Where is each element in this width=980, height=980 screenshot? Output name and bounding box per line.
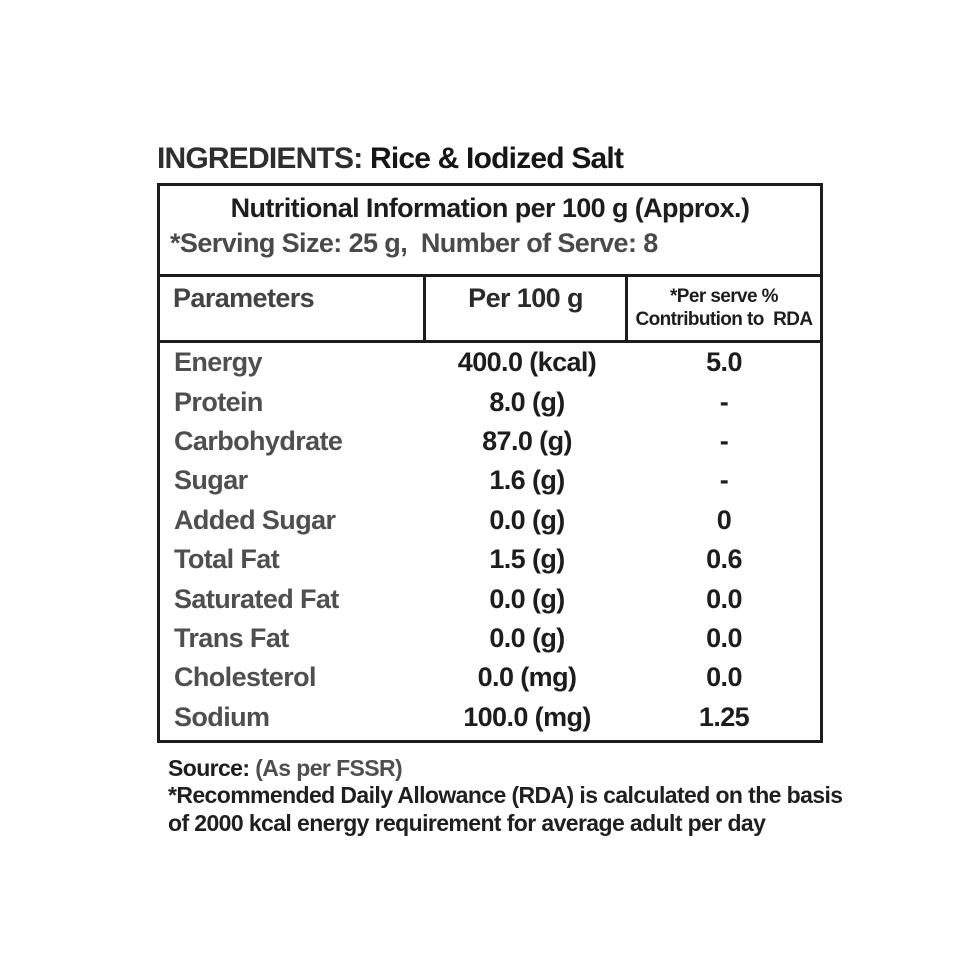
row-per-100g-value: 0.0 (g)	[489, 583, 565, 614]
table-row	[160, 461, 820, 500]
source-label: Source:	[168, 755, 256, 781]
table-row	[160, 343, 820, 382]
column-header-per-100g: Per 100 g	[426, 277, 628, 340]
row-rda-value: 0	[716, 504, 732, 535]
row-per-100g-value: 0.0 (mg)	[477, 662, 577, 693]
row-parameter: Added Sugar	[174, 504, 336, 535]
row-rda-value: 0.6	[706, 544, 742, 575]
row-parameter: Cholesterol	[174, 662, 316, 693]
table-row	[160, 698, 820, 737]
row-rda-value: -	[719, 465, 729, 496]
table-row	[160, 658, 820, 697]
table-row	[160, 579, 820, 618]
row-per-100g-value: 1.5 (g)	[489, 544, 565, 575]
table-header-row	[160, 277, 820, 343]
row-rda-value: -	[719, 386, 729, 417]
row-parameter: Sugar	[174, 465, 248, 496]
nutritional-information-table	[157, 183, 823, 743]
source-value: (As per FSSR)	[255, 755, 403, 781]
row-per-100g-value: 400.0 (kcal)	[457, 347, 597, 378]
table-row	[160, 619, 820, 658]
rda-note-line1: *Recommended Daily Allowance (RDA) is calculated on the basis	[168, 782, 843, 809]
source-line	[168, 756, 842, 781]
row-per-100g-value: 0.0 (g)	[489, 622, 565, 653]
row-per-100g-value: 0.0 (g)	[489, 504, 565, 535]
row-per-100g-value: 1.6 (g)	[489, 465, 565, 496]
table-row	[160, 382, 820, 421]
table-title-section	[160, 186, 820, 277]
row-per-100g-value: 8.0 (g)	[489, 386, 565, 417]
table-row	[160, 422, 820, 461]
row-rda-value: 1.25	[698, 701, 750, 732]
column-header-parameters: Parameters	[160, 277, 426, 340]
row-rda-value: -	[719, 425, 729, 456]
row-rda-value: 0.0	[706, 583, 742, 614]
ingredients-label: INGREDIENTS:	[157, 142, 370, 175]
ingredients-value: Rice & Iodized Salt	[369, 142, 624, 175]
row-parameter: Carbohydrate	[174, 425, 343, 456]
table-title: Nutritional Information per 100 g (Approx.)	[230, 193, 750, 223]
table-row	[160, 501, 820, 540]
column-header-rda-line2: Contribution to RDA	[635, 308, 813, 330]
row-parameter: Energy	[174, 347, 262, 378]
table-row	[160, 540, 820, 579]
table-body	[160, 343, 820, 737]
row-per-100g-value: 87.0 (g)	[482, 425, 572, 456]
row-rda-value: 0.0	[706, 622, 742, 653]
rda-note-line2: of 2000 kcal energy requirement for average adult per day	[168, 809, 766, 836]
column-header-rda	[628, 277, 820, 340]
footnotes	[168, 756, 842, 836]
row-parameter: Protein	[174, 386, 263, 417]
serving-size-line: *Serving Size: 25 g, Number of Serve: 8	[170, 228, 658, 258]
row-rda-value: 5.0	[706, 347, 742, 378]
row-rda-value: 0.0	[706, 662, 742, 693]
row-parameter: Saturated Fat	[174, 583, 339, 614]
row-per-100g-value: 100.0 (mg)	[463, 701, 591, 732]
row-parameter: Total Fat	[174, 544, 280, 575]
row-parameter: Trans Fat	[174, 622, 289, 653]
ingredients-heading	[157, 142, 623, 176]
column-header-rda-line1: *Per serve %	[670, 285, 778, 307]
row-parameter: Sodium	[174, 701, 270, 732]
